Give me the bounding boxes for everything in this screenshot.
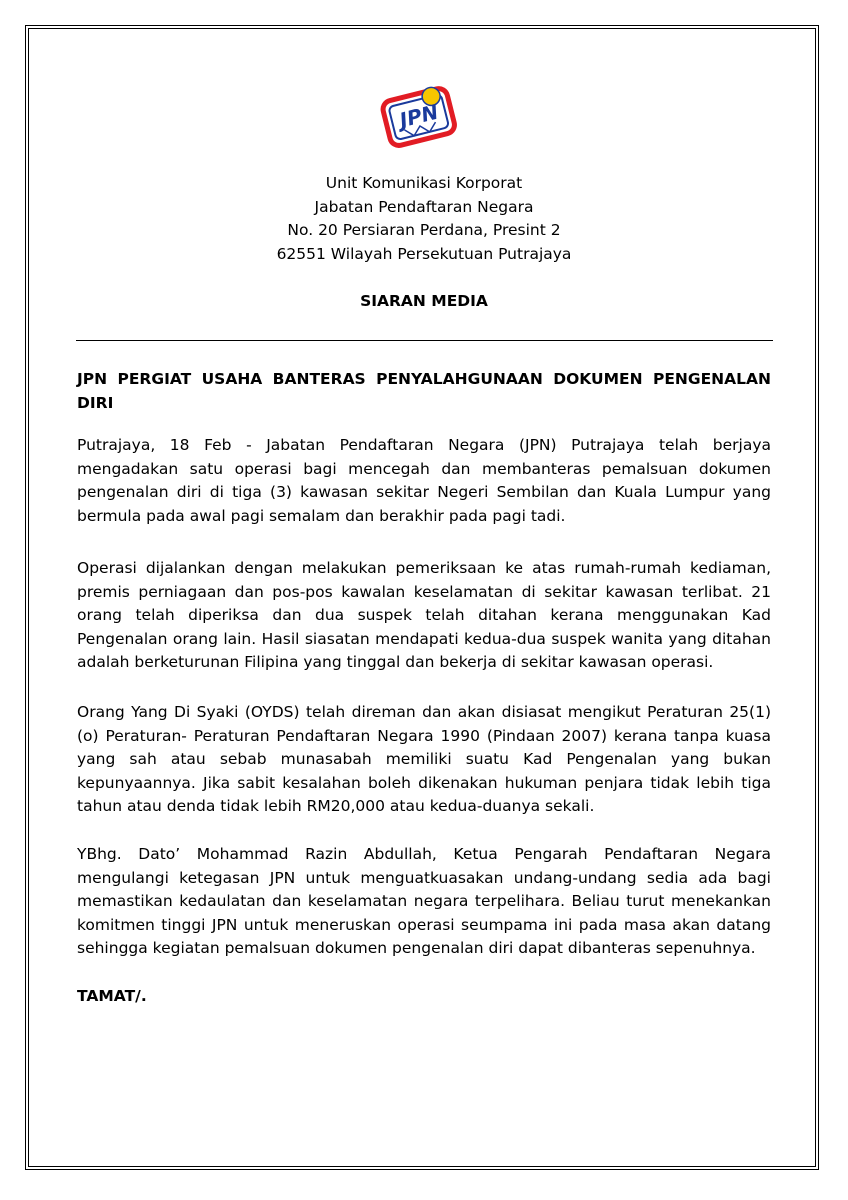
divider [76,340,773,341]
address-line-city: 62551 Wilayah Persekutuan Putrajaya [276,244,572,263]
address-line-street: No. 20 Persiaran Perdana, Presint 2 [287,221,561,239]
logo-text: JPN [397,99,441,133]
paragraph-1: Putrajaya, 18 Feb - Jabatan Pendaftaran Negara (JPN) Putrajaya telah berjaya mengadakan satu operasi bagi mencegah dan membanteras pemalsuan dokumen pengenalan diri di tiga (3) kawasan sekitar Negeri Sembilan dan Kuala Lumpur yang bermula pada awal pagi semalam dan berakhir pada pagi tadi. [77,436,771,525]
address-line-unit: Unit Komunikasi Korporat [325,174,523,192]
closing-mark: TAMAT/. [77,987,147,1005]
sender-address [0,172,848,266]
paragraph-2: Operasi dijalankan dengan melakukan pemeriksaan ke atas rumah-rumah kediaman, premis perniagaan dan pos-pos kawalan keselamatan di sekitar kawasan terlibat. 21 orang telah diperiksa dan dua suspek telah ditahan kerana menggunakan Kad Pengenalan orang lain. Hasil siasatan mendapati kedua-dua suspek wanita yang ditahan adalah berketurunan Filipina yang tinggal dan bekerja di sekitar kawasan operasi. [77,559,771,671]
headline: JPN PERGIAT USAHA BANTERAS PENYALAHGUNAAN DOKUMEN PENGENALAN DIRI [77,370,771,412]
paragraph-4: YBhg. Dato’ Mohammad Razin Abdullah, Ketua Pengarah Pendaftaran Negara mengulangi ketegasan JPN untuk menguatkuasakan undang-undang sedia ada bagi memastikan kedaulatan dan keselamatan negara terpelihara. Beliau turut menekankan komitmen tinggi JPN untuk meneruskan operasi seumpama ini pada masa akan datang sehingga kegiatan pemalsuan dokumen pengenalan diri dapat dibanteras sepenuhnya. [77,845,771,957]
paragraph-3: Orang Yang Di Syaki (OYDS) telah direman dan akan disiasat mengikut Peraturan 25(1)(o) Peraturan- Peraturan Pendaftaran Negara 1990 (Pindaan 2007) kerana tanpa kuasa yang sah atau sebab munasabah memiliki suatu Kad Pengenalan yang bukan kepunyaannya. Jika sabit kesalahan boleh dikenakan hukuman penjara tidak lebih tiga tahun atau denda tidak lebih RM20,000 atau kedua-duanya sekali. [77,703,771,815]
jpn-logo [376,78,462,158]
address-line-department: Jabatan Pendaftaran Negara [314,197,534,216]
document-type: SIARAN MEDIA [360,292,488,310]
